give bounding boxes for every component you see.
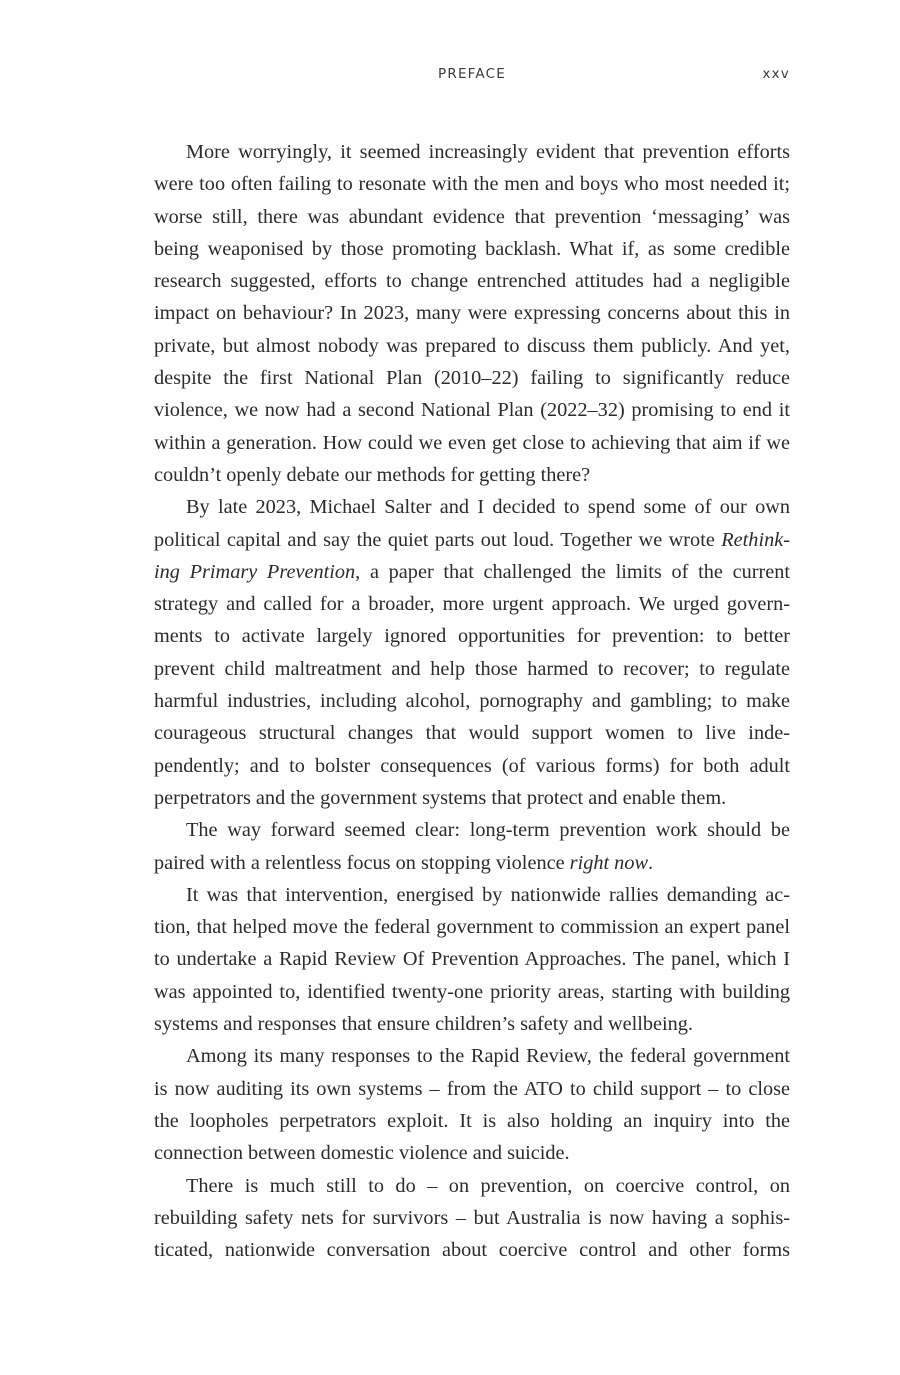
running-title: PREFACE (438, 66, 506, 82)
text-run: It was that intervention, energised by nationwide rallies demanding action, that helped move the federal government to commission an expert panel to undertake a Rapid Review Of Prevention Approaches. The panel, which I was appointed to, identified twenty-one priority areas, starting with building systems and responses that ensure children’s safety and wellbeing. (154, 883, 790, 1036)
paragraph (154, 814, 790, 879)
paragraph (154, 879, 790, 1040)
paragraph (154, 491, 790, 814)
italic-text: right now (569, 851, 648, 874)
paragraph (154, 1170, 790, 1267)
paragraph (154, 136, 790, 491)
text-run: Among its many responses to the Rapid Review, the federal government is now auditing its own systems – from the ATO to child support – to close the loopholes perpetrators exploit. It is also holding an inquiry into the connection between domestic violence and suicide. (154, 1045, 790, 1165)
text-run: The way forward seemed clear: long-term prevention work should be paired with a relentless focus on stopping violence (154, 819, 790, 874)
paragraph (154, 1040, 790, 1169)
page-number: xxv (762, 66, 790, 82)
text-run: More worryingly, it seemed increasingly evident that prevention efforts were too often failing to resonate with the men and boys who most needed it; worse still, there was abundant evidence that prevention ‘messaging’ was being weaponised by those promoting backlash. What if, as some credible research suggested, efforts to change entrenched attitudes had a negligible impact on behaviour? In 2023, many were expressing concerns about this in private, but almost nobody was prepared to discuss them publicly. And yet, despite the first National Plan (2010–22) failing to significantly reduce violence, we now had a second National Plan (2022–32) promising to end it within a generation. How could we even get close to achieving that aim if we couldn’t openly debate our methods for getting there? (154, 141, 790, 486)
body-text (154, 136, 790, 1266)
text-run: , a paper that challenged the limits of the current strategy and called for a broader, more urgent approach. We urged governments to activate largely ignored opportunities for prevention: to better prevent child maltreatment and help those harmed to recover; to regulate harmful industries, including alcohol, pornography and gambling; to make courageous structural changes that would support women to live independently; and to bolster consequences (of various forms) for both adult perpetrators and the government systems that protect and enable them. (154, 560, 791, 809)
text-run: . (648, 851, 654, 874)
text-run: By late 2023, Michael Salter and I decided to spend some of our own political capital and say the quiet parts out loud. Together we wrote (154, 496, 790, 551)
running-head (154, 66, 790, 86)
text-run: There is much still to do – on prevention, on coercive control, on rebuilding safety nets for survivors – but Australia is now having a sophisticated, nationwide conversation about coercive control and other forms (154, 1174, 790, 1262)
italic-text: Rethinking Primary Prevention (154, 528, 790, 583)
